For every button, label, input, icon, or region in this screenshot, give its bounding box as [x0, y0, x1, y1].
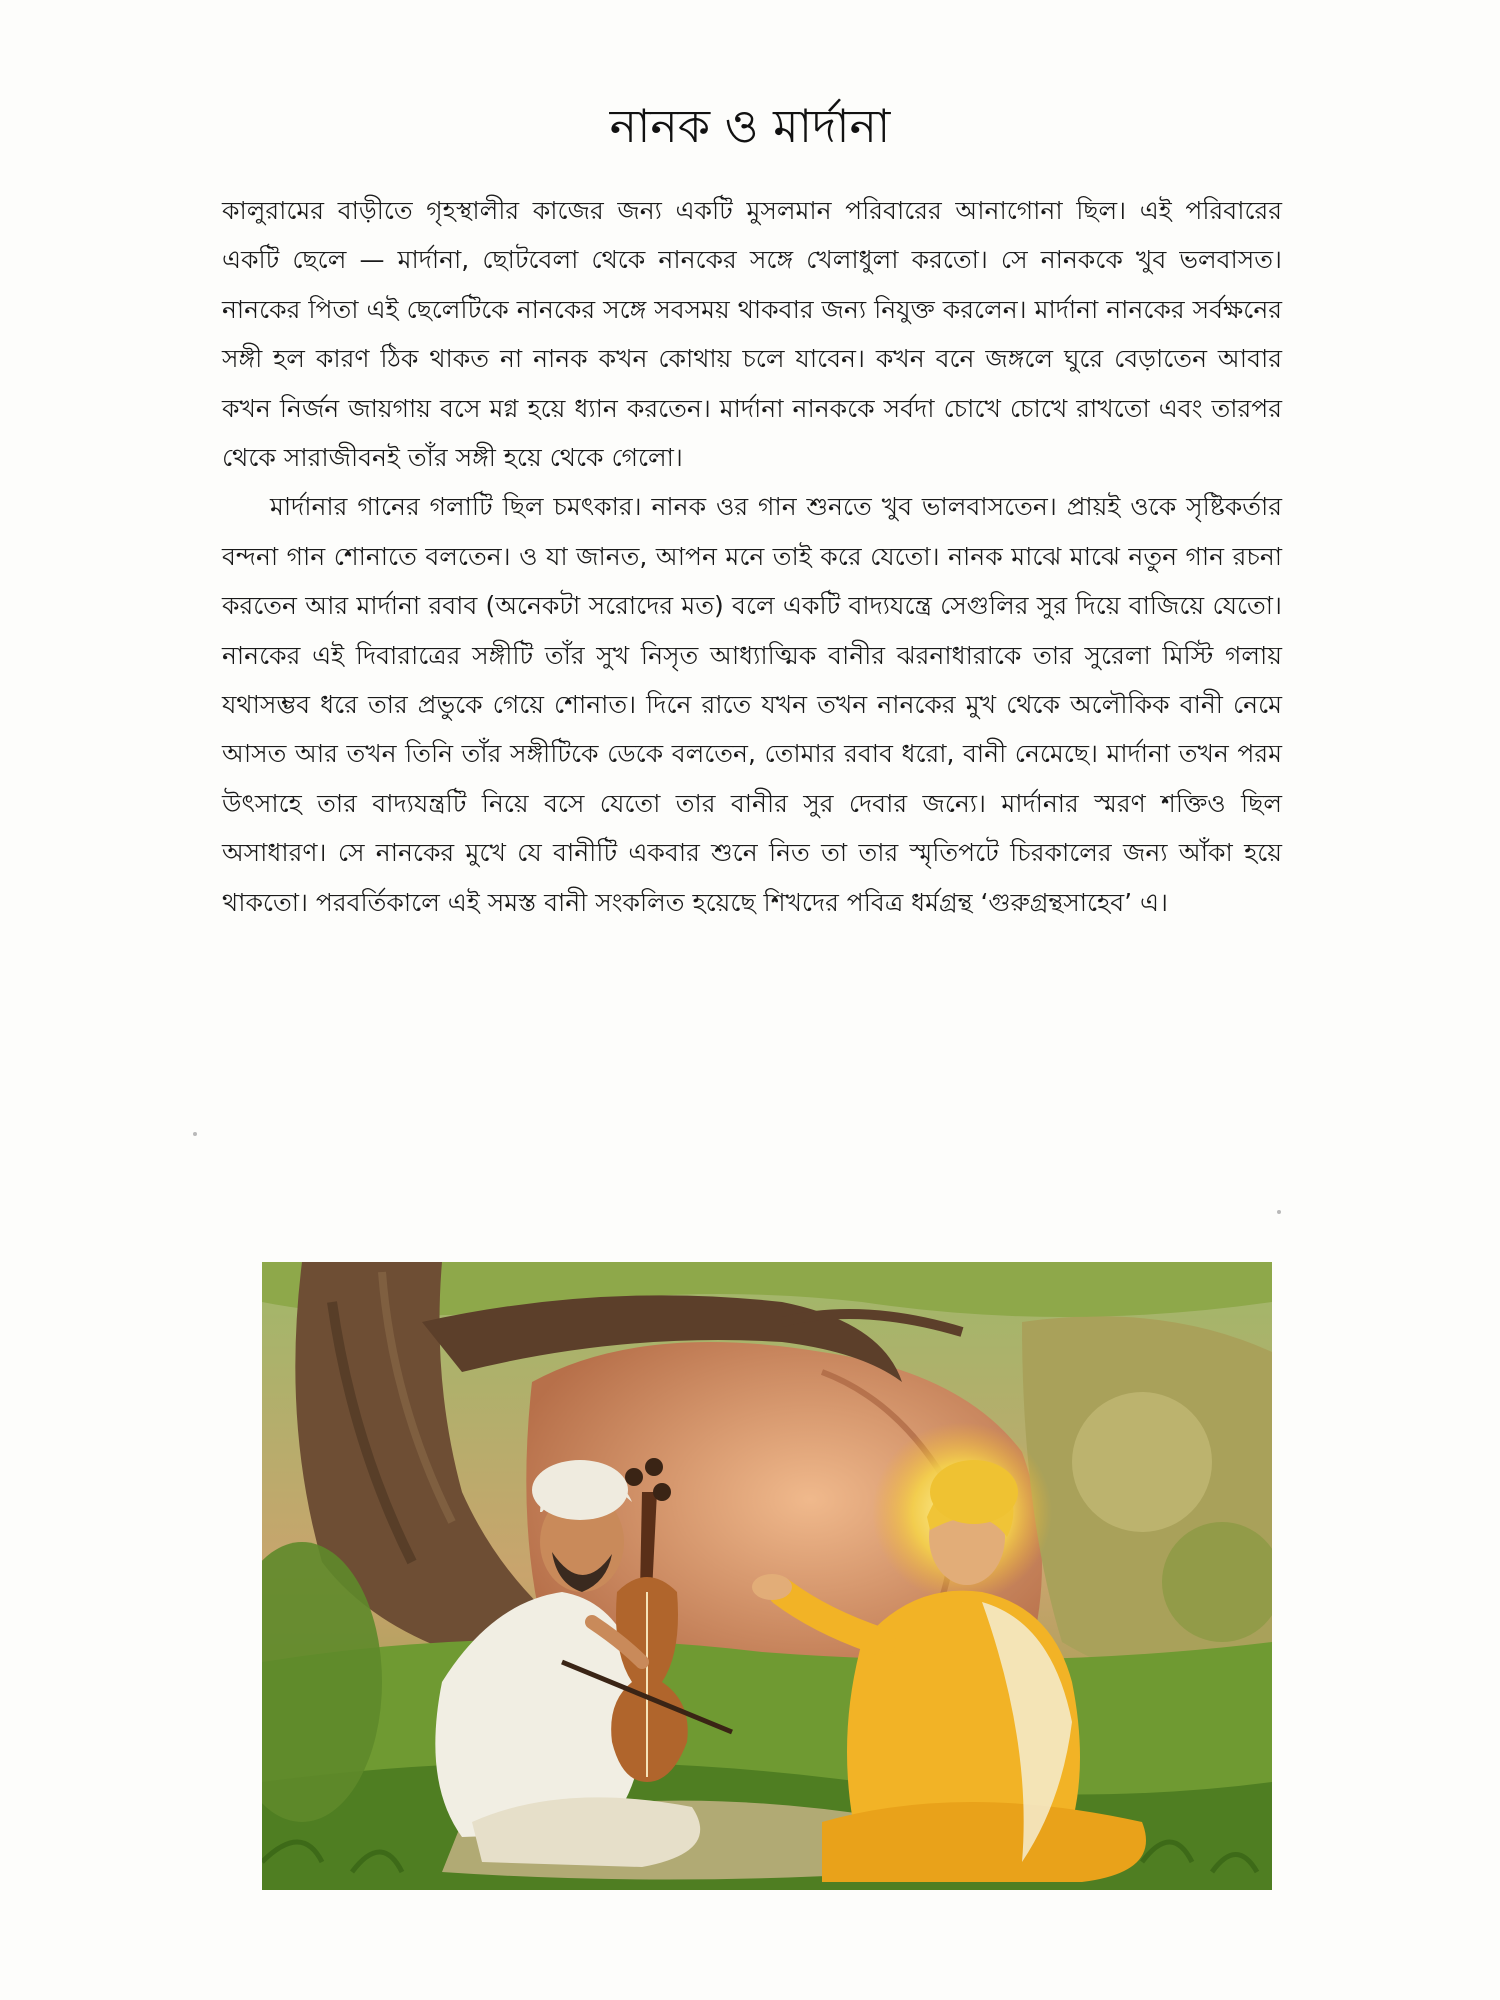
print-speck: [1277, 1210, 1281, 1214]
page-title: নানক ও মার্দানা: [609, 99, 891, 153]
paragraph-1: কালুরামের বাড়ীতে গৃহস্থালীর কাজের জন্য একটি মুসলমান পরিবারের আনাগোনা ছিল। এই পরিবারের একটি ছেলে — মার্দানা, ছোটবেলা থেকে নানকের সঙ্গে খেলাধুলা করতো। সে নানককে খুব ভলবাসত। নানকের পিতা এই ছেলেটিকে নানকের সঙ্গে সবসময় থাকবার জন্য নিযুক্ত করলেন। মার্দানা নানকের সর্বক্ষনের সঙ্গী হল কারণ ঠিক থাকত না নানক কখন কোথায় চলে যাবেন। কখন বনে জঙ্গলে ঘুরে বেড়াতেন আবার কখন নির্জন জায়গায় বসে মগ্ন হয়ে ধ্যান করতেন। মার্দানা নানককে সর্বদা চোখে চোখে রাখতো এবং তারপর থেকে সারাজীবনই তাঁর সঙ্গী হয়ে থেকে গেলো।: [222, 196, 1282, 473]
illustration-art: [262, 1262, 1272, 1890]
illustration-nanak-and-mardana: [262, 1262, 1272, 1890]
article-body: [222, 186, 1282, 927]
print-speck: [193, 1132, 197, 1136]
paragraph-2: মার্দানার গানের গলাটি ছিল চমৎকার। নানক ওর গান শুনতে খুব ভালবাসতেন। প্রায়ই ওকে সৃষ্টিকর্তার বন্দনা গান শোনাতে বলতেন। ও যা জানত, আপন মনে তাই করে যেতো। নানক মাঝে মাঝে নতুন গান রচনা করতেন আর মার্দানা রবাব (অনেকটা সরোদের মত) বলে একটি বাদ্যযন্ত্রে সেগুলির সুর দিয়ে বাজিয়ে যেতো। নানকের এই দিবারাত্রের সঙ্গীটি তাঁর সুখ নিসৃত আধ্যাত্মিক বানীর ঝরনাধারাকে তার সুরেলা মিস্টি গলায় যথাসম্ভব ধরে তার প্রভুকে গেয়ে শোনাত। দিনে রাতে যখন তখন নানকের মুখ থেকে অলৌকিক বানী নেমে আসত আর তখন তিনি তাঁর সঙ্গীটিকে ডেকে বলতেন, তোমার রবাব ধরো, বানী নেমেছে। মার্দানা তখন পরম উৎসাহে তার বাদ্যযন্ত্রটি নিয়ে বসে যেতো তার বানীর সুর দেবার জন্যে। মার্দানার স্মরণ শক্তিও ছিল অসাধারণ। সে নানকের মুখে যে বানীটি একবার শুনে নিত তা তার স্মৃতিপটে চিরকালের জন্য আঁকা হয়ে থাকতো। পরবর্তিকালে এই সমস্ত বানী সংকলিত হয়েছে শিখদের পবিত্র ধর্মগ্রন্থ ‘গুরুগ্রন্থসাহেব’ এ।: [222, 492, 1282, 917]
